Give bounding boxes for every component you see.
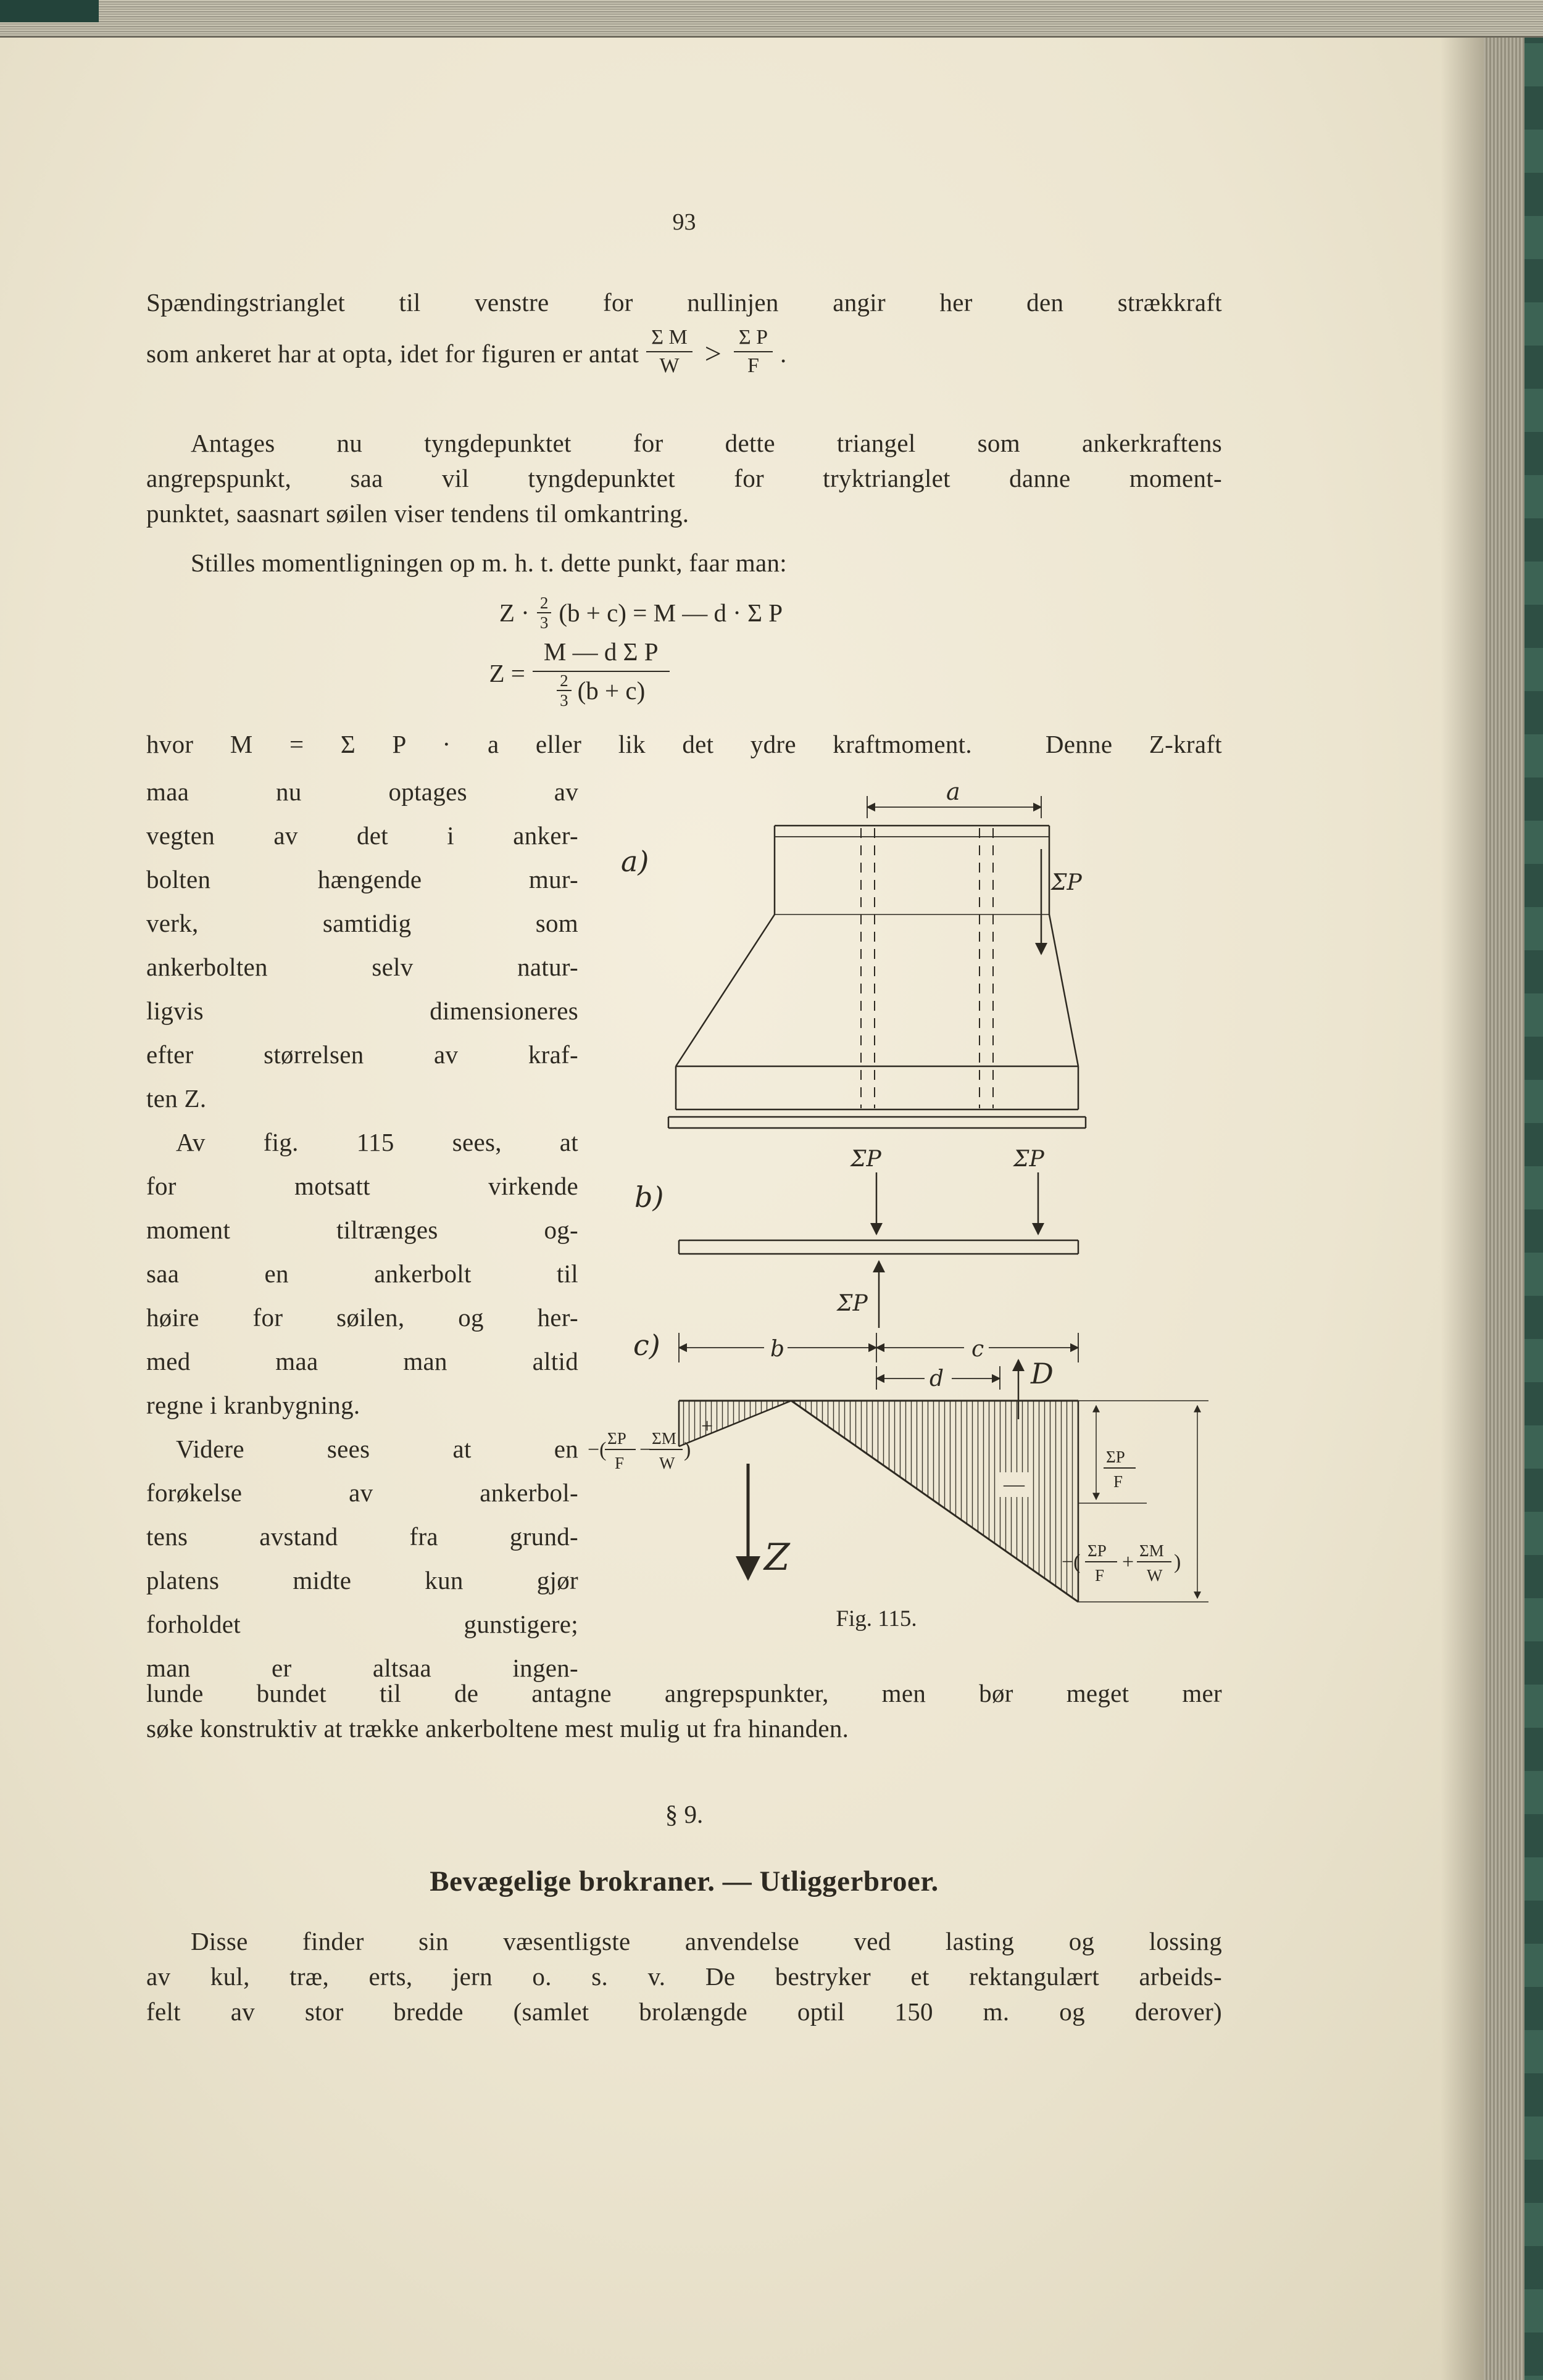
fraction-two-thirds <box>557 671 572 710</box>
text-line: tens avstand fra grund- <box>146 1522 578 1551</box>
formula-part: − <box>639 1438 652 1461</box>
page-gutter-shadow <box>1441 0 1484 2380</box>
formula-part: −( <box>1062 1551 1081 1574</box>
book-cover-edge <box>1524 0 1543 2380</box>
figure-sublabel-b: b) <box>634 1180 664 1214</box>
equation-row <box>499 594 783 632</box>
formula-part: ΣP <box>1106 1448 1125 1466</box>
formula-part: ) <box>1174 1551 1181 1574</box>
dimension-d-label: d <box>930 1366 944 1391</box>
denominator-rest: (b + c) <box>577 676 646 705</box>
fraction-z-expression <box>533 637 670 710</box>
equation-1 <box>146 594 1222 632</box>
section-mark: § 9. <box>665 1800 704 1828</box>
figure-sublabel-a: a) <box>621 845 649 878</box>
paragraph-2 <box>146 426 1222 531</box>
formula-part: W <box>659 1454 675 1472</box>
text-line: søke konstruktiv at trække ankerboltene mest mulig ut fra hinanden. <box>146 1714 849 1743</box>
text-line: felt av stor bredde (samlet brolængde optil 150 m. og derover) <box>146 1997 1222 2026</box>
equation-2 <box>146 637 1222 710</box>
formula-part: −( <box>588 1438 607 1461</box>
fraction-denominator: W <box>659 354 680 377</box>
formula-part: + <box>1122 1551 1134 1574</box>
minus-sign: — <box>1004 1473 1025 1496</box>
section-title: Bevægelige brokraner. — Utliggerbroer. <box>430 1865 939 1897</box>
text-line: Antages nu tyngdepunktet for dette triangel som ankerkraftens <box>191 429 1222 457</box>
paragraph-1 <box>146 285 1222 387</box>
text-line: av kul, træ, erts, jern o. s. v. De bestryker et rektangulært arbeids- <box>146 1962 1222 1991</box>
formula-part: F <box>615 1454 625 1472</box>
text-line: med maa man altid <box>146 1347 578 1375</box>
figure-sublabel-c: c) <box>633 1329 660 1362</box>
dimension-b-label: b <box>770 1337 785 1362</box>
text-line: saa en ankerbolt til <box>146 1259 578 1288</box>
text-line: Videre sees at en <box>176 1435 578 1463</box>
figure-115-diagram <box>586 771 1241 1635</box>
text-line: maa nu optages av <box>146 777 578 806</box>
text-line: angrepspunkt, saa vil tyngdepunktet for tryktrianglet danne moment- <box>146 464 1222 492</box>
equation-lhs: Z · <box>499 599 530 627</box>
text-line: regne i kranbygning. <box>146 1391 360 1419</box>
text-line: ten Z. <box>146 1084 207 1113</box>
text-line: ligvis dimensioneres <box>146 997 578 1025</box>
text-line: Av fig. 115 sees, at <box>176 1128 578 1156</box>
text-line: bolten hængende mur- <box>146 865 578 894</box>
page-number: 93 <box>672 209 696 235</box>
greater-than-symbol: > <box>704 337 722 370</box>
fraction-denominator <box>533 666 670 710</box>
book-cover-corner <box>0 0 99 22</box>
paragraph-4 <box>146 727 1222 762</box>
figure-part-a <box>668 796 1086 1128</box>
fraction-sigma-p-over-f <box>734 325 773 378</box>
force-z-label: Z <box>764 1536 790 1579</box>
text-line: Stilles momentligningen op m. h. t. dette punkt, faar man: <box>191 549 787 577</box>
formula-part: ) <box>684 1438 691 1461</box>
text-line: forholdet gunstigere; <box>146 1610 578 1638</box>
text-line: platens midte kun gjør <box>146 1566 578 1594</box>
edge-stress-label <box>1104 1448 1136 1491</box>
plus-sign: + <box>701 1415 713 1438</box>
text-line: verk, samtidig som <box>146 909 578 937</box>
equation-rest: (b + c) = M — d · Σ P <box>559 599 783 627</box>
fraction-sigma-m-over-w <box>646 325 692 378</box>
text-line: lunde bundet til de antagne angrepspunkter, men bør meget mer <box>146 1679 1222 1707</box>
fraction-denominator: F <box>747 354 759 377</box>
text-line: man er altsaa ingen- <box>146 1654 578 1682</box>
formula-part: ΣM <box>652 1429 676 1448</box>
left-stress-formula <box>588 1429 691 1472</box>
text-run: . <box>780 339 787 368</box>
equation-lhs: Z = <box>489 659 525 687</box>
fraction-numerator: Σ M <box>646 325 692 352</box>
text-line: efter størrelsen av kraf- <box>146 1040 578 1069</box>
right-stress-formula <box>1062 1541 1181 1585</box>
formula-part: ΣP <box>1088 1541 1107 1560</box>
figure-caption: Fig. 115. <box>836 1606 917 1632</box>
text-line: hvor M = Σ P · a eller lik det ydre kraftmoment. Denne Z-kraft <box>146 730 1222 758</box>
dimension-c-label: c <box>971 1337 984 1362</box>
fraction-numerator: Σ P <box>734 325 773 352</box>
text-line: for motsatt virkende <box>146 1172 578 1200</box>
text-line: ankerbolten selv natur- <box>146 953 578 981</box>
sigma-p-label: ΣP <box>1013 1146 1044 1172</box>
formula-part: ΣM <box>1139 1541 1164 1560</box>
dimension-a-label: a <box>946 778 960 805</box>
formula-part: F <box>1113 1472 1123 1491</box>
formula-part: ΣP <box>607 1429 626 1448</box>
text-line: Disse finder sin væsentligste anvendelse ved lasting og lossing <box>191 1927 1222 1955</box>
fraction-denominator: 3 <box>560 691 568 710</box>
fraction-denominator: 3 <box>539 613 549 632</box>
wrap-text-column <box>146 770 578 1690</box>
text-line: høire for søilen, og her- <box>146 1303 578 1332</box>
formula-part: F <box>1095 1566 1105 1585</box>
fraction-two-thirds <box>537 594 552 632</box>
paragraph-after-figure <box>146 1676 1222 1746</box>
paragraph-3 <box>146 545 1222 581</box>
book-top-page-edges <box>0 0 1543 38</box>
text-line: Spændingstrianglet til venstre for nullinjen angir her den strækkraft <box>146 288 1222 317</box>
force-d-label: D <box>1031 1357 1054 1390</box>
text-line: moment tiltrænges og- <box>146 1216 578 1244</box>
fraction-numerator: M — d Σ P <box>533 637 670 672</box>
sigma-p-label: ΣP <box>837 1291 868 1316</box>
paragraph-5 <box>146 1924 1222 2030</box>
fraction-numerator: 2 <box>537 594 552 613</box>
formula-part: W <box>1147 1566 1163 1585</box>
text-line: forøkelse av ankerbol- <box>146 1478 578 1507</box>
equation-row <box>489 637 669 710</box>
text-line: vegten av det i anker- <box>146 821 578 850</box>
text-run: som ankeret har at opta, idet for figuren er antat <box>146 339 639 368</box>
fraction-numerator: 2 <box>557 671 572 691</box>
figure-part-b <box>679 1172 1078 1328</box>
sigma-p-label: ΣP <box>1051 870 1082 895</box>
text-line-with-formula <box>146 320 1222 387</box>
text-line: punktet, saasnart søilen viser tendens til omkantring. <box>146 499 689 528</box>
sigma-p-label: ΣP <box>851 1146 881 1172</box>
